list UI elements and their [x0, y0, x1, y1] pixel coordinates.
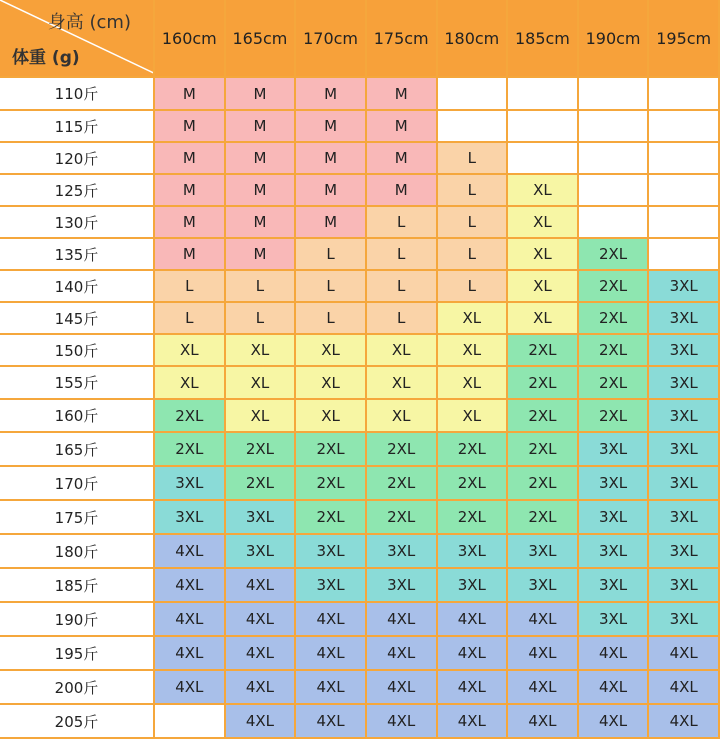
size-cell: 4XL [649, 637, 718, 669]
size-cell: L [226, 271, 295, 301]
size-cell: 2XL [438, 501, 507, 533]
size-cell: 2XL [226, 467, 295, 499]
size-cell: M [155, 239, 224, 269]
size-cell: 2XL [367, 501, 436, 533]
size-cell: XL [508, 207, 577, 237]
size-cell: 3XL [226, 535, 295, 567]
size-cell: 2XL [508, 400, 577, 431]
size-cell: M [296, 111, 365, 141]
size-cell: M [155, 175, 224, 205]
size-cell: 4XL [226, 603, 295, 635]
height-axis-label: 身高 (cm) [47, 12, 131, 33]
size-cell: 4XL [296, 637, 365, 669]
size-cell: 4XL [226, 569, 295, 601]
weight-row-label: 140斤 [0, 271, 153, 301]
height-header-cell: 170cm [296, 0, 365, 76]
size-cell: 3XL [155, 467, 224, 499]
size-cell: 3XL [649, 433, 718, 465]
size-cell: 3XL [296, 569, 365, 601]
size-cell: L [296, 303, 365, 333]
size-cell: 4XL [296, 671, 365, 703]
size-cell: 4XL [367, 637, 436, 669]
size-cell: 2XL [438, 433, 507, 465]
weight-row-label: 195斤 [0, 637, 153, 669]
size-cell: XL [508, 303, 577, 333]
size-cell: 4XL [226, 671, 295, 703]
height-header-cell: 190cm [579, 0, 648, 76]
size-cell: XL [296, 335, 365, 365]
size-cell: 2XL [579, 367, 648, 398]
size-cell: L [155, 303, 224, 333]
size-cell: 4XL [579, 705, 648, 737]
size-cell: M [296, 207, 365, 237]
size-cell: 4XL [508, 637, 577, 669]
size-cell: 3XL [367, 535, 436, 567]
size-cell: 2XL [508, 367, 577, 398]
size-cell: 4XL [367, 603, 436, 635]
weight-row-label: 190斤 [0, 603, 153, 635]
size-cell: M [155, 78, 224, 109]
size-cell: XL [226, 367, 295, 398]
size-cell: L [367, 207, 436, 237]
weight-row-label: 200斤 [0, 671, 153, 703]
size-cell: 4XL [579, 637, 648, 669]
size-cell: 3XL [508, 535, 577, 567]
size-cell: 2XL [155, 433, 224, 465]
size-cell: 4XL [296, 603, 365, 635]
height-header-cell: 165cm [226, 0, 295, 76]
size-cell: 4XL [155, 535, 224, 567]
size-cell: L [155, 271, 224, 301]
size-cell: 4XL [649, 671, 718, 703]
size-cell [438, 78, 507, 109]
weight-row-label: 115斤 [0, 111, 153, 141]
size-cell: XL [438, 335, 507, 365]
size-cell: XL [508, 271, 577, 301]
size-cell: XL [367, 367, 436, 398]
size-cell: 4XL [508, 671, 577, 703]
size-cell: 2XL [296, 501, 365, 533]
size-cell: 2XL [367, 467, 436, 499]
size-cell [579, 111, 648, 141]
size-cell: XL [438, 367, 507, 398]
weight-row-label: 170斤 [0, 467, 153, 499]
size-cell [649, 78, 718, 109]
size-cell: 4XL [649, 705, 718, 737]
weight-row-label: 110斤 [0, 78, 153, 109]
size-cell: XL [226, 400, 295, 431]
size-cell: L [367, 271, 436, 301]
size-cell: M [296, 78, 365, 109]
size-cell: L [438, 207, 507, 237]
size-cell: 2XL [508, 501, 577, 533]
size-cell [649, 175, 718, 205]
size-cell: 4XL [155, 671, 224, 703]
size-cell: 3XL [155, 501, 224, 533]
size-cell: 3XL [579, 535, 648, 567]
size-cell: 3XL [649, 501, 718, 533]
size-cell: 2XL [296, 433, 365, 465]
size-cell: 3XL [649, 335, 718, 365]
weight-row-label: 150斤 [0, 335, 153, 365]
size-cell: L [367, 303, 436, 333]
size-cell: L [438, 239, 507, 269]
size-cell: 3XL [226, 501, 295, 533]
size-cell: 2XL [579, 400, 648, 431]
size-cell: 3XL [579, 501, 648, 533]
size-cell: 4XL [438, 705, 507, 737]
size-cell: XL [296, 367, 365, 398]
size-cell: M [367, 111, 436, 141]
size-cell: 4XL [155, 637, 224, 669]
size-cell: 3XL [579, 569, 648, 601]
size-cell [508, 78, 577, 109]
size-cell: L [438, 175, 507, 205]
size-cell: XL [367, 335, 436, 365]
size-cell: 3XL [579, 603, 648, 635]
size-cell: M [226, 111, 295, 141]
size-cell: 3XL [649, 367, 718, 398]
size-cell: XL [155, 367, 224, 398]
size-cell: M [226, 175, 295, 205]
size-cell: 2XL [438, 467, 507, 499]
size-cell: L [438, 143, 507, 173]
size-cell: 2XL [508, 335, 577, 365]
size-cell [508, 111, 577, 141]
size-cell: L [438, 271, 507, 301]
size-cell: 3XL [367, 569, 436, 601]
height-header-cell: 180cm [438, 0, 507, 76]
size-cell: L [367, 239, 436, 269]
size-cell: XL [438, 303, 507, 333]
size-cell: 2XL [155, 400, 224, 431]
size-cell: 2XL [508, 433, 577, 465]
size-cell [155, 705, 224, 737]
size-cell: XL [367, 400, 436, 431]
size-cell: 4XL [438, 603, 507, 635]
size-cell: 3XL [649, 400, 718, 431]
weight-row-label: 185斤 [0, 569, 153, 601]
size-cell: XL [508, 239, 577, 269]
size-cell [579, 175, 648, 205]
weight-axis-label: 体重 (g) [12, 48, 80, 68]
size-cell [438, 111, 507, 141]
weight-row-label: 160斤 [0, 400, 153, 431]
height-header-cell: 160cm [155, 0, 224, 76]
size-cell: M [155, 111, 224, 141]
size-cell: M [296, 175, 365, 205]
size-cell: M [296, 143, 365, 173]
size-cell: 4XL [438, 671, 507, 703]
size-cell [649, 111, 718, 141]
size-cell [579, 143, 648, 173]
size-cell [579, 78, 648, 109]
size-cell: 2XL [579, 335, 648, 365]
size-cell: 3XL [649, 569, 718, 601]
size-cell [508, 143, 577, 173]
weight-row-label: 175斤 [0, 501, 153, 533]
size-cell: L [226, 303, 295, 333]
size-cell: M [226, 207, 295, 237]
size-cell: 2XL [508, 467, 577, 499]
height-header-cell: 185cm [508, 0, 577, 76]
size-cell: 4XL [367, 705, 436, 737]
size-cell [649, 239, 718, 269]
size-cell: 3XL [508, 569, 577, 601]
size-cell: 3XL [579, 433, 648, 465]
weight-row-label: 155斤 [0, 367, 153, 398]
size-cell: M [226, 239, 295, 269]
size-cell [649, 207, 718, 237]
weight-row-label: 130斤 [0, 207, 153, 237]
size-cell: 3XL [649, 271, 718, 301]
size-cell: 4XL [579, 671, 648, 703]
weight-row-label: 135斤 [0, 239, 153, 269]
size-cell: 4XL [296, 705, 365, 737]
size-cell: 2XL [367, 433, 436, 465]
weight-row-label: 165斤 [0, 433, 153, 465]
size-cell: XL [438, 400, 507, 431]
size-cell: M [155, 143, 224, 173]
size-cell: 4XL [226, 705, 295, 737]
size-cell: XL [508, 175, 577, 205]
size-cell: XL [296, 400, 365, 431]
size-cell: 2XL [296, 467, 365, 499]
size-cell: 3XL [649, 303, 718, 333]
size-cell: 4XL [508, 603, 577, 635]
size-cell: 3XL [649, 467, 718, 499]
height-header-cell: 195cm [649, 0, 718, 76]
size-cell: 4XL [155, 603, 224, 635]
size-cell: 3XL [296, 535, 365, 567]
size-cell: 4XL [438, 637, 507, 669]
weight-row-label: 205斤 [0, 705, 153, 737]
size-cell: M [226, 143, 295, 173]
size-cell: 3XL [438, 535, 507, 567]
size-cell: 3XL [649, 603, 718, 635]
size-cell: XL [155, 335, 224, 365]
weight-row-label: 180斤 [0, 535, 153, 567]
size-cell: M [367, 78, 436, 109]
weight-row-label: 145斤 [0, 303, 153, 333]
size-cell: L [296, 239, 365, 269]
size-cell: 2XL [579, 303, 648, 333]
weight-row-label: 120斤 [0, 143, 153, 173]
size-cell: 3XL [438, 569, 507, 601]
size-cell: 2XL [579, 271, 648, 301]
height-header-cell: 175cm [367, 0, 436, 76]
size-cell: 4XL [226, 637, 295, 669]
size-cell: 2XL [579, 239, 648, 269]
size-cell [649, 143, 718, 173]
size-cell: M [226, 78, 295, 109]
size-cell: XL [226, 335, 295, 365]
size-cell: 4XL [367, 671, 436, 703]
size-cell [579, 207, 648, 237]
size-cell: 2XL [226, 433, 295, 465]
size-cell: M [155, 207, 224, 237]
weight-row-label: 125斤 [0, 175, 153, 205]
corner-header [0, 0, 153, 76]
size-cell: 3XL [649, 535, 718, 567]
size-cell: M [367, 143, 436, 173]
size-cell: M [367, 175, 436, 205]
size-cell: 4XL [508, 705, 577, 737]
size-cell: 4XL [155, 569, 224, 601]
size-cell: L [296, 271, 365, 301]
size-cell: 3XL [579, 467, 648, 499]
